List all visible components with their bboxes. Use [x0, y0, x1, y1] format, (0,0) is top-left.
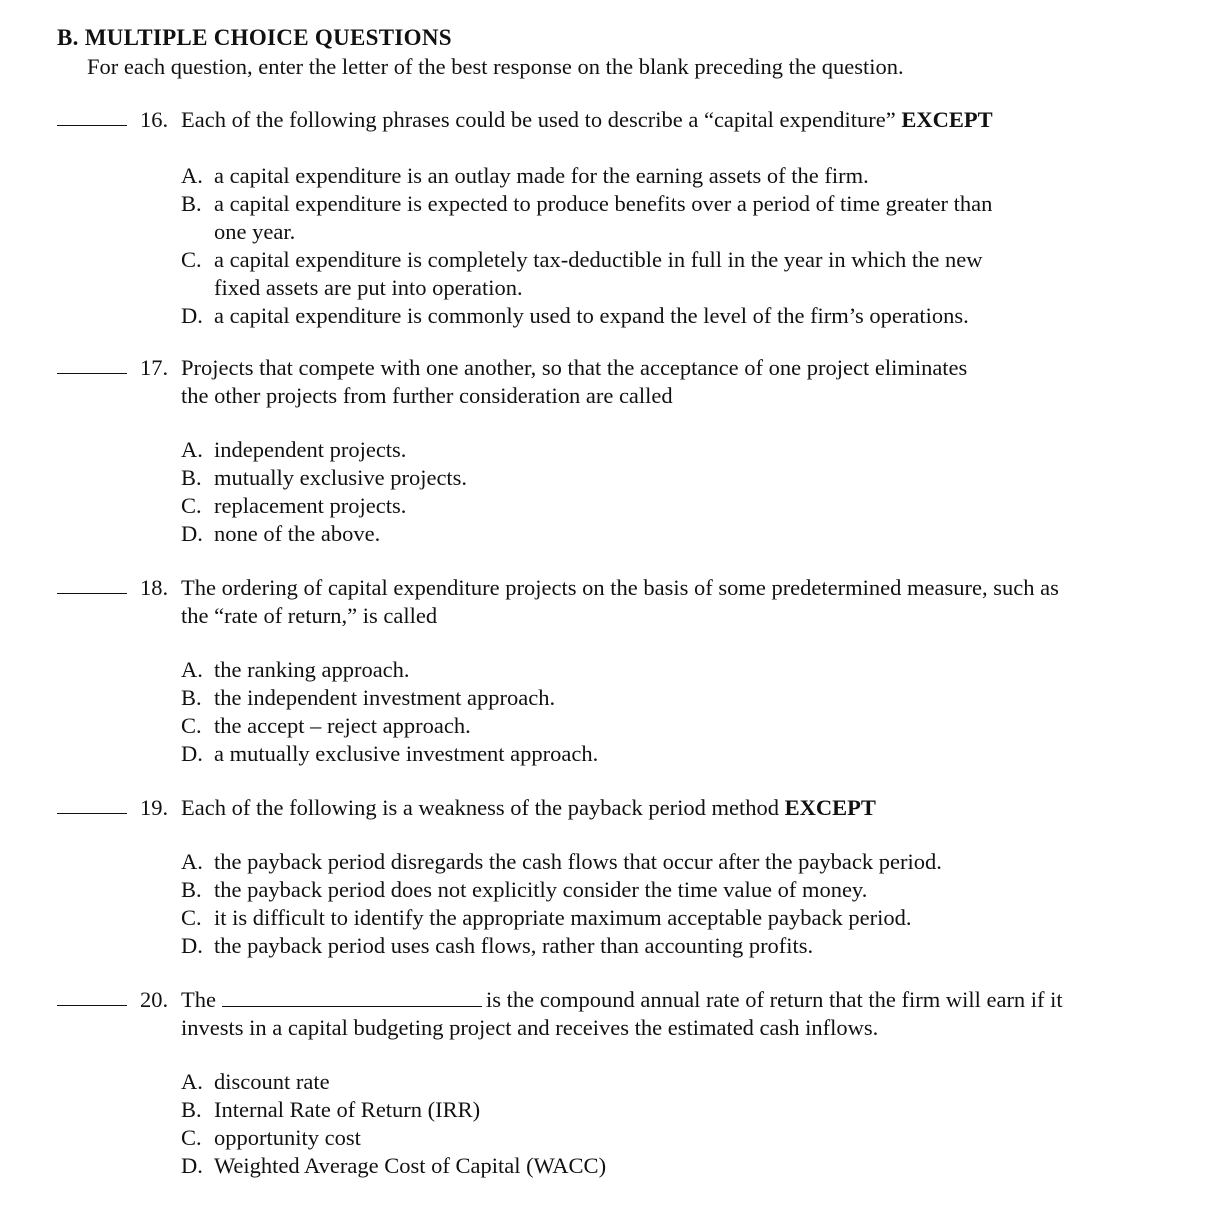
question-stem: [181, 354, 1141, 410]
option-text: a capital expenditure is completely tax-deductible in full in the year in which the new: [214, 247, 983, 272]
options-list: [181, 848, 942, 960]
option-text-continued: one year.: [214, 219, 296, 244]
option-a: [181, 436, 467, 464]
option-text: a capital expenditure is an outlay made for the earning assets of the firm.: [214, 163, 869, 188]
answer-blank[interactable]: [57, 812, 127, 814]
option-c: [181, 712, 598, 740]
question-number: 16.: [140, 107, 169, 132]
question-number: 19.: [140, 795, 169, 820]
option-text: opportunity cost: [214, 1125, 361, 1150]
section-title: B. MULTIPLE CHOICE QUESTIONS: [57, 25, 452, 50]
option-text: mutually exclusive projects.: [214, 465, 468, 490]
option-text: Weighted Average Cost of Capital (WACC): [214, 1153, 607, 1178]
option-letter: B.: [181, 685, 202, 710]
question-stem: [181, 986, 1141, 1042]
stem-text: The: [181, 987, 216, 1012]
option-letter: C.: [181, 1125, 202, 1150]
option-letter: A.: [181, 1069, 203, 1094]
option-letter: B.: [181, 1097, 202, 1122]
option-text: the independent investment approach.: [214, 685, 556, 710]
option-c: [181, 492, 467, 520]
option-c: [181, 246, 992, 302]
option-text: Internal Rate of Return (IRR): [214, 1097, 481, 1122]
option-b: [181, 684, 598, 712]
option-letter: A.: [181, 657, 203, 682]
option-text: the payback period uses cash flows, rather than accounting profits.: [214, 933, 814, 958]
option-letter: C.: [181, 493, 202, 518]
option-text: the payback period disregards the cash flows that occur after the payback period.: [214, 849, 942, 874]
option-letter: A.: [181, 849, 203, 874]
option-c: [181, 904, 942, 932]
option-letter: C.: [181, 905, 202, 930]
option-text: a capital expenditure is commonly used to expand the level of the firm’s operations.: [214, 303, 969, 328]
stem-emphasis: EXCEPT: [901, 107, 993, 132]
option-letter: A.: [181, 437, 203, 462]
option-a: [181, 848, 942, 876]
option-text-continued: fixed assets are put into operation.: [214, 275, 523, 300]
option-d: [181, 520, 467, 548]
options-list: [181, 162, 992, 330]
options-list: [181, 656, 598, 768]
option-a: [181, 656, 598, 684]
question-stem: [181, 106, 1141, 134]
option-letter: B.: [181, 877, 202, 902]
option-text: replacement projects.: [214, 493, 407, 518]
option-a: [181, 162, 992, 190]
option-d: [181, 1152, 606, 1180]
option-d: [181, 740, 598, 768]
question-stem: [181, 574, 1141, 630]
option-text: independent projects.: [214, 437, 407, 462]
stem-text: The ordering of capital expenditure projects on the basis of some predetermined measure, such as: [181, 575, 1059, 600]
option-letter: C.: [181, 713, 202, 738]
option-b: [181, 464, 467, 492]
option-b: [181, 876, 942, 904]
question-stem: [181, 794, 1141, 822]
option-d: [181, 932, 942, 960]
options-list: [181, 436, 467, 548]
fill-in-blank[interactable]: [222, 986, 482, 1007]
option-text: none of the above.: [214, 521, 381, 546]
option-text: the accept – reject approach.: [214, 713, 471, 738]
option-text: the ranking approach.: [214, 657, 410, 682]
answer-blank[interactable]: [57, 592, 127, 594]
option-letter: D.: [181, 741, 203, 766]
options-list: [181, 1068, 606, 1180]
stem-text: is the compound annual rate of return that the firm will earn if it: [485, 987, 1063, 1012]
option-text: discount rate: [214, 1069, 330, 1094]
stem-text: invests in a capital budgeting project and receives the estimated cash inflows.: [181, 1015, 879, 1040]
instructions: For each question, enter the letter of the best response on the blank preceding the question.: [87, 54, 904, 79]
option-b: [181, 1096, 606, 1124]
option-letter: C.: [181, 247, 202, 272]
option-letter: A.: [181, 163, 203, 188]
option-a: [181, 1068, 606, 1096]
stem-text: the “rate of return,” is called: [181, 603, 438, 628]
option-letter: D.: [181, 1153, 203, 1178]
question-number: 18.: [140, 575, 169, 600]
option-letter: D.: [181, 303, 203, 328]
question-number: 17.: [140, 355, 169, 380]
answer-blank[interactable]: [57, 124, 127, 126]
stem-text: the other projects from further consideration are called: [181, 383, 673, 408]
option-letter: B.: [181, 465, 202, 490]
question-number: 20.: [140, 987, 169, 1012]
option-letter: B.: [181, 191, 202, 216]
option-text: a capital expenditure is expected to produce benefits over a period of time greater than: [214, 191, 993, 216]
option-c: [181, 1124, 606, 1152]
option-letter: D.: [181, 933, 203, 958]
option-letter: D.: [181, 521, 203, 546]
option-text: it is difficult to identify the appropriate maximum acceptable payback period.: [214, 905, 912, 930]
stem-text: Each of the following is a weakness of the payback period method: [181, 795, 779, 820]
stem-text: Each of the following phrases could be used to describe a “capital expenditure”: [181, 107, 896, 132]
option-text: the payback period does not explicitly consider the time value of money.: [214, 877, 868, 902]
stem-text: Projects that compete with one another, so that the acceptance of one project eliminates: [181, 355, 968, 380]
option-text: a mutually exclusive investment approach.: [214, 741, 599, 766]
answer-blank[interactable]: [57, 372, 127, 374]
answer-blank[interactable]: [57, 1004, 127, 1006]
option-d: [181, 302, 992, 330]
stem-emphasis: EXCEPT: [784, 795, 876, 820]
option-b: [181, 190, 992, 246]
